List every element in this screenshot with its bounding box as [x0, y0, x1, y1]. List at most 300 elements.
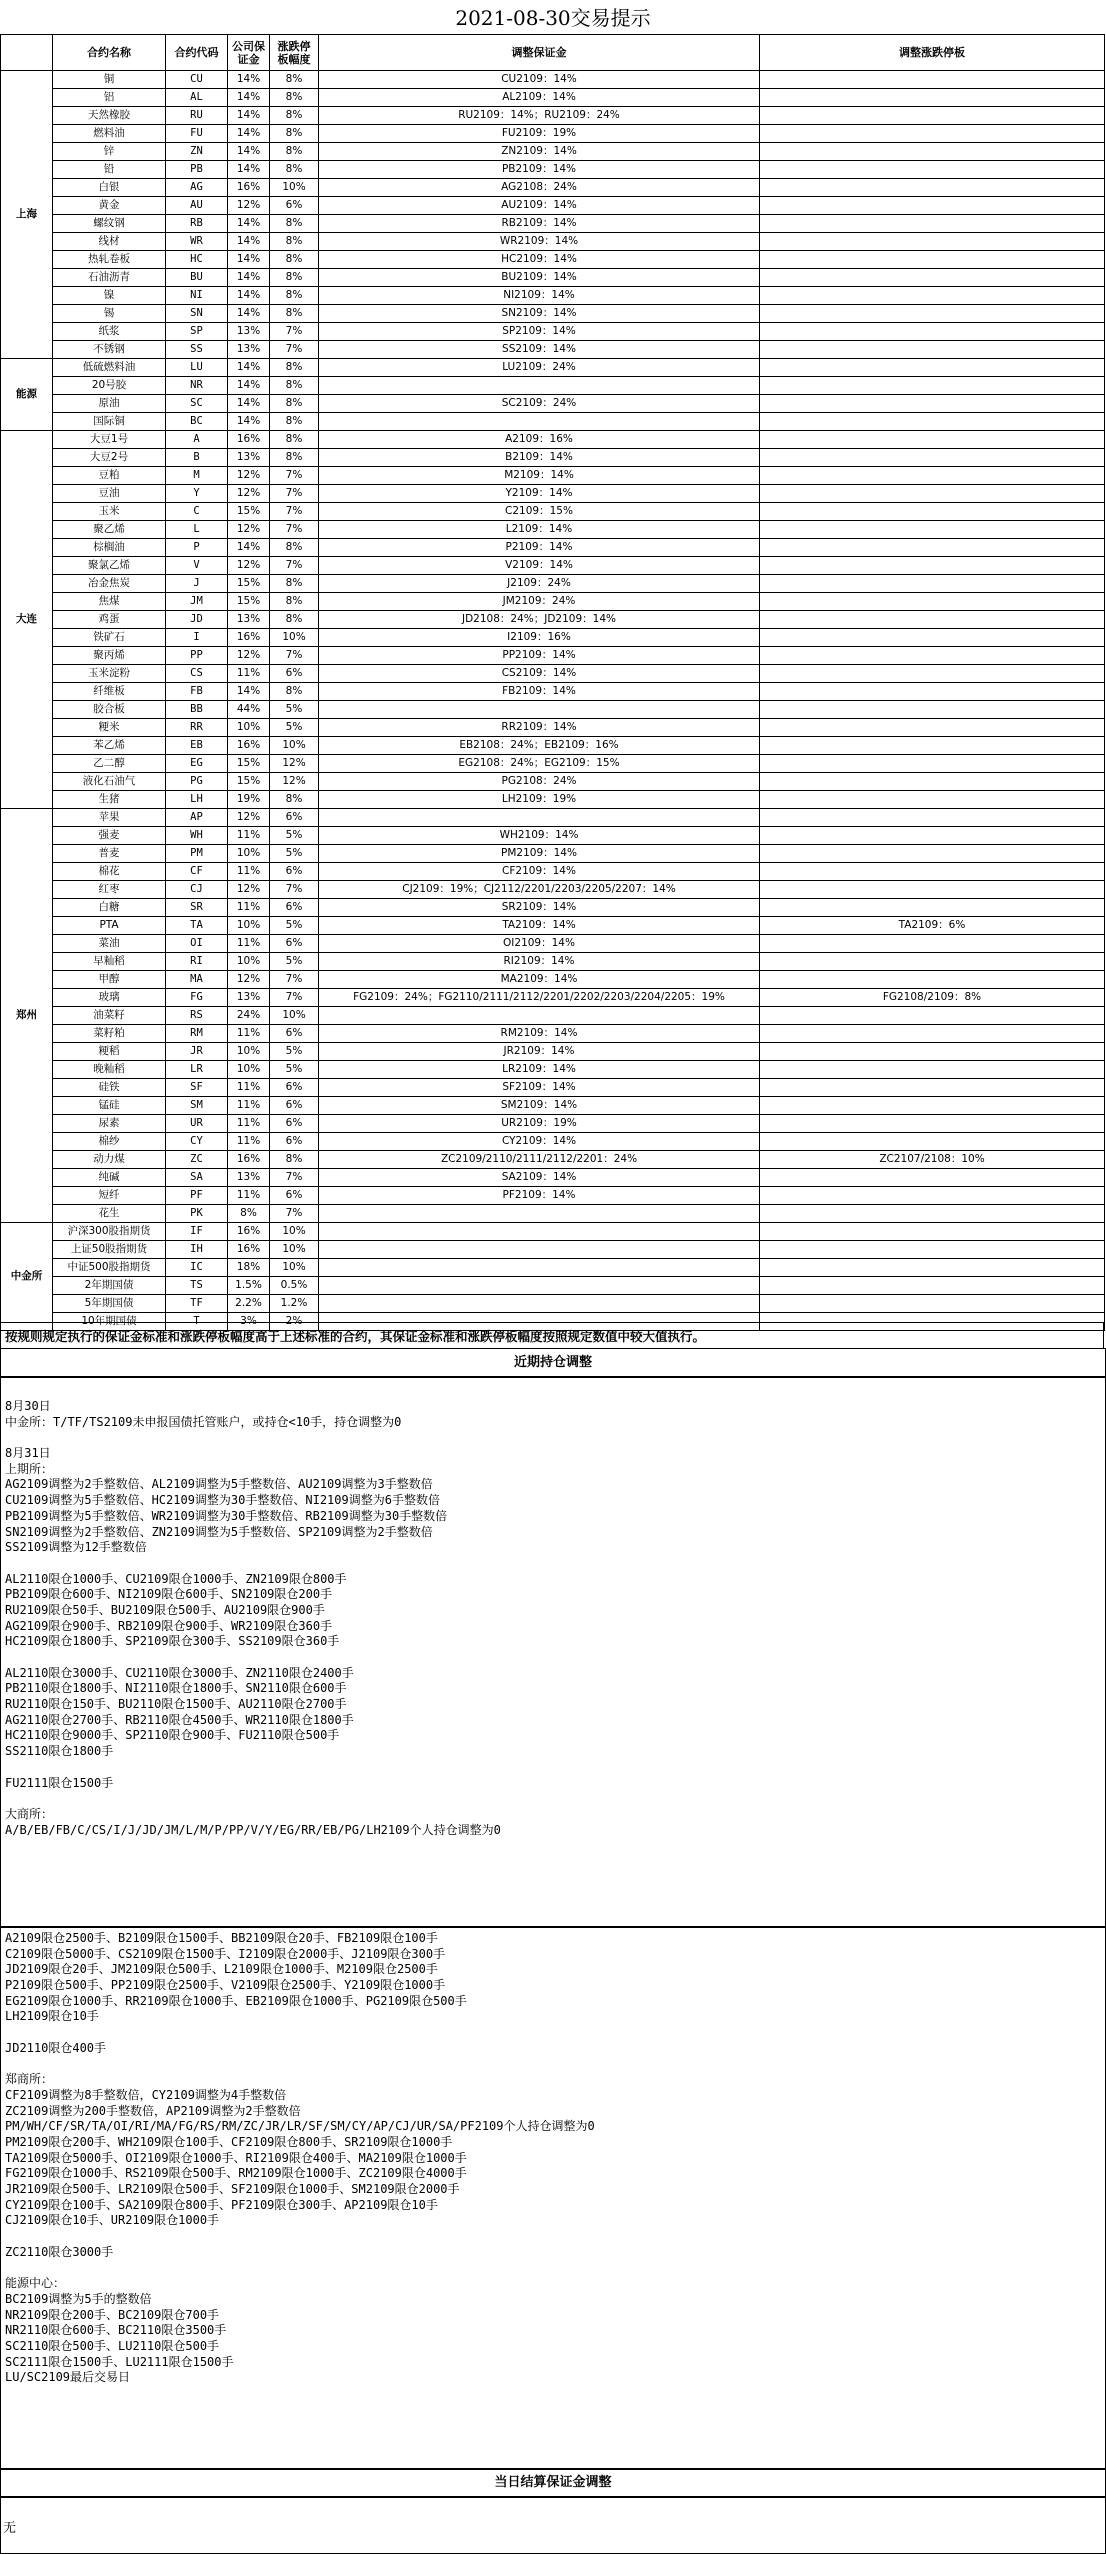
table-row	[1, 143, 1105, 161]
limit-range-cell: 8%	[270, 161, 319, 179]
adjusted-limit-cell	[760, 485, 1105, 503]
limit-range-cell: 8%	[270, 305, 319, 323]
contract-code-cell: I	[166, 629, 228, 647]
table-row	[1, 1241, 1105, 1259]
table-row	[1, 1043, 1105, 1061]
adjusted-limit-cell	[760, 683, 1105, 701]
table-row	[1, 413, 1105, 431]
contract-name-cell: 纯碱	[53, 1169, 166, 1187]
contract-name-cell: 硅铁	[53, 1079, 166, 1097]
adjusted-limit-cell	[760, 89, 1105, 107]
company-margin-cell: 13%	[228, 449, 270, 467]
adjusted-limit-cell	[760, 737, 1105, 755]
adjusted-limit-cell	[760, 233, 1105, 251]
adjusted-margin-cell: FU2109：19%	[319, 125, 760, 143]
adjusted-margin-cell: Y2109：14%	[319, 485, 760, 503]
position-lines-1	[5, 1399, 501, 1838]
contract-name-cell: 镍	[53, 287, 166, 305]
contract-code-cell: AP	[166, 809, 228, 827]
company-margin-cell: 14%	[228, 377, 270, 395]
contract-code-cell: CJ	[166, 881, 228, 899]
position-line: 大商所：	[5, 1806, 54, 1821]
contract-name-cell: 10年期国债	[53, 1313, 166, 1331]
adjusted-limit-cell	[760, 1079, 1105, 1097]
company-margin-cell: 11%	[228, 899, 270, 917]
adjusted-margin-cell: CJ2109：19%；CJ2112/2201/2203/2205/2207：14%	[319, 881, 760, 899]
contract-code-cell: PK	[166, 1205, 228, 1223]
adjusted-limit-cell	[760, 467, 1105, 485]
position-line: 上期所：	[5, 1461, 54, 1476]
contract-code-cell: M	[166, 467, 228, 485]
limit-range-cell: 8%	[270, 125, 319, 143]
company-margin-cell: 3%	[228, 1313, 270, 1331]
limit-range-cell: 8%	[270, 143, 319, 161]
contract-code-cell: AG	[166, 179, 228, 197]
contract-name-cell: 石油沥青	[53, 269, 166, 287]
contract-name-cell: 白糖	[53, 899, 166, 917]
contract-code-cell: RR	[166, 719, 228, 737]
adjusted-limit-cell	[760, 125, 1105, 143]
limit-range-cell: 6%	[270, 197, 319, 215]
contract-name-cell: 乙二醇	[53, 755, 166, 773]
position-line: A/B/EB/FB/C/CS/I/J/JD/JM/L/M/P/PP/V/Y/EG/RR/EB/PG/LH2109个人持仓调整为0	[5, 1822, 501, 1837]
position-line: LH2109限仓10手	[5, 2009, 99, 2024]
company-margin-cell: 11%	[228, 935, 270, 953]
table-row	[1, 71, 1105, 89]
adjusted-margin-cell: UR2109：19%	[319, 1115, 760, 1133]
adjusted-margin-cell: RB2109：14%	[319, 215, 760, 233]
company-margin-cell: 11%	[228, 1133, 270, 1151]
adjusted-limit-cell	[760, 323, 1105, 341]
exchange-label: 大连	[1, 431, 53, 809]
table-row	[1, 395, 1105, 413]
contract-name-cell: 铅	[53, 161, 166, 179]
company-margin-cell: 12%	[228, 557, 270, 575]
limit-range-cell: 7%	[270, 1205, 319, 1223]
limit-range-cell: 8%	[270, 89, 319, 107]
company-margin-cell: 10%	[228, 953, 270, 971]
company-margin-cell: 13%	[228, 989, 270, 1007]
adjusted-margin-cell: FG2109：24%；FG2110/2111/2112/2201/2202/2203/2204/2205：19%	[319, 989, 760, 1007]
adjusted-limit-cell	[760, 1223, 1105, 1241]
position-line: EG2109限仓1000手、RR2109限仓1000手、EB2109限仓1000手、PG2109限仓500手	[5, 1993, 467, 2008]
position-line: CJ2109限仓10手、UR2109限仓1000手	[5, 2213, 220, 2228]
contract-name-cell: 豆粕	[53, 467, 166, 485]
limit-range-cell: 10%	[270, 1259, 319, 1277]
table-row	[1, 917, 1105, 935]
company-margin-cell: 12%	[228, 809, 270, 827]
contract-code-cell: A	[166, 431, 228, 449]
adjusted-margin-cell: M2109：14%	[319, 467, 760, 485]
adjusted-margin-cell: BU2109：14%	[319, 269, 760, 287]
contract-code-cell: EB	[166, 737, 228, 755]
limit-range-cell: 5%	[270, 701, 319, 719]
contract-code-cell: CS	[166, 665, 228, 683]
adjusted-limit-cell	[760, 1205, 1105, 1223]
table-row	[1, 305, 1105, 323]
contract-name-cell: 20号胶	[53, 377, 166, 395]
contract-code-cell: PF	[166, 1187, 228, 1205]
company-margin-cell: 14%	[228, 251, 270, 269]
contract-code-cell: T	[166, 1313, 228, 1331]
exchange-label: 上海	[1, 71, 53, 359]
contract-name-cell: 棉花	[53, 863, 166, 881]
table-row	[1, 683, 1105, 701]
table-row	[1, 1187, 1105, 1205]
company-margin-cell: 14%	[228, 161, 270, 179]
contract-name-cell: 苯乙烯	[53, 737, 166, 755]
contract-name-cell: 大豆2号	[53, 449, 166, 467]
limit-range-cell: 5%	[270, 827, 319, 845]
limit-range-cell: 8%	[270, 107, 319, 125]
contract-code-cell: L	[166, 521, 228, 539]
limit-range-cell: 0.5%	[270, 1277, 319, 1295]
limit-range-cell: 5%	[270, 917, 319, 935]
contract-name-cell: 国际铜	[53, 413, 166, 431]
contract-name-cell: 5年期国债	[53, 1295, 166, 1313]
limit-range-cell: 7%	[270, 647, 319, 665]
table-row	[1, 773, 1105, 791]
position-line: PM/WH/CF/SR/TA/OI/RI/MA/FG/RS/RM/ZC/JR/LR/SF/SM/CY/AP/CJ/UR/SA/PF2109个人持仓调整为0	[5, 2119, 595, 2134]
table-row	[1, 719, 1105, 737]
table-row	[1, 557, 1105, 575]
contract-name-cell: 油菜籽	[53, 1007, 166, 1025]
company-margin-cell: 11%	[228, 1187, 270, 1205]
position-line: SC2110限仓500手、LU2110限仓500手	[5, 2338, 220, 2353]
company-margin-cell: 14%	[228, 359, 270, 377]
adjusted-limit-cell	[760, 557, 1105, 575]
adjusted-limit-cell	[760, 251, 1105, 269]
adjusted-margin-cell: PG2108：24%	[319, 773, 760, 791]
adjusted-limit-cell	[760, 647, 1105, 665]
adjusted-margin-cell: WH2109：14%	[319, 827, 760, 845]
adjusted-margin-cell: OI2109：14%	[319, 935, 760, 953]
position-line: CY2109限仓100手、SA2109限仓800手、PF2109限仓300手、AP2109限仓10手	[5, 2197, 438, 2212]
limit-range-cell: 5%	[270, 845, 319, 863]
adjusted-margin-cell	[319, 1259, 760, 1277]
company-margin-cell: 14%	[228, 395, 270, 413]
contract-code-cell: AL	[166, 89, 228, 107]
position-line	[5, 1791, 501, 1807]
position-line: SN2109调整为2手整数倍、ZN2109调整为5手整数倍、SP2109调整为2手整数倍	[5, 1524, 433, 1539]
company-margin-cell: 11%	[228, 665, 270, 683]
company-margin-cell: 13%	[228, 341, 270, 359]
contract-code-cell: SC	[166, 395, 228, 413]
table-row	[1, 1115, 1105, 1133]
company-margin-cell: 10%	[228, 1043, 270, 1061]
adjusted-margin-cell	[319, 377, 760, 395]
contract-code-cell: LR	[166, 1061, 228, 1079]
company-margin-cell: 16%	[228, 1241, 270, 1259]
position-line: BC2109调整为5手的整数倍	[5, 2291, 152, 2306]
limit-range-cell: 8%	[270, 395, 319, 413]
limit-range-cell: 6%	[270, 1133, 319, 1151]
header-limit-range: 涨跌停板幅度	[270, 35, 319, 71]
contract-code-cell: WH	[166, 827, 228, 845]
adjusted-margin-cell: HC2109：14%	[319, 251, 760, 269]
limit-range-cell: 5%	[270, 1061, 319, 1079]
company-margin-cell: 19%	[228, 791, 270, 809]
adjusted-limit-cell	[760, 287, 1105, 305]
limit-range-cell: 8%	[270, 377, 319, 395]
adjusted-limit-cell	[760, 755, 1105, 773]
contract-code-cell: SR	[166, 899, 228, 917]
position-line	[5, 1760, 501, 1776]
table-row	[1, 881, 1105, 899]
adjusted-limit-cell	[760, 1043, 1105, 1061]
adjusted-limit-cell	[760, 809, 1105, 827]
table-row	[1, 179, 1105, 197]
limit-range-cell: 5%	[270, 953, 319, 971]
company-margin-cell: 13%	[228, 323, 270, 341]
company-margin-cell: 24%	[228, 1007, 270, 1025]
table-row	[1, 809, 1105, 827]
adjusted-limit-cell	[760, 1097, 1105, 1115]
adjusted-limit-cell	[760, 953, 1105, 971]
limit-range-cell: 8%	[270, 413, 319, 431]
adjusted-limit-cell	[760, 413, 1105, 431]
adjusted-margin-cell	[319, 809, 760, 827]
limit-range-cell: 10%	[270, 1223, 319, 1241]
header-company-margin: 公司保证金	[228, 35, 270, 71]
company-margin-cell: 15%	[228, 593, 270, 611]
page-title: 2021-08-30交易提示	[455, 6, 651, 30]
contract-name-cell: 普麦	[53, 845, 166, 863]
adjusted-margin-cell: LR2109：14%	[319, 1061, 760, 1079]
company-margin-cell: 15%	[228, 575, 270, 593]
adjusted-limit-cell	[760, 827, 1105, 845]
contract-code-cell: PB	[166, 161, 228, 179]
adjusted-margin-cell: JM2109：24%	[319, 593, 760, 611]
position-line: AG2109限仓900手、RB2109限仓900手、WR2109限仓360手	[5, 1618, 333, 1633]
table-row	[1, 1223, 1105, 1241]
adjusted-limit-cell	[760, 377, 1105, 395]
position-line: PM2109限仓200手、WH2109限仓100手、CF2109限仓800手、SR2109限仓1000手	[5, 2134, 453, 2149]
company-margin-cell: 11%	[228, 1079, 270, 1097]
contract-code-cell: B	[166, 449, 228, 467]
adjusted-limit-cell	[760, 1295, 1105, 1313]
contract-code-cell: J	[166, 575, 228, 593]
table-row	[1, 467, 1105, 485]
contract-code-cell: CU	[166, 71, 228, 89]
contract-name-cell: 聚氯乙烯	[53, 557, 166, 575]
adjusted-margin-cell: L2109：14%	[319, 521, 760, 539]
table-row	[1, 593, 1105, 611]
table-row	[1, 575, 1105, 593]
table-row	[1, 287, 1105, 305]
company-margin-cell: 8%	[228, 1205, 270, 1223]
contract-code-cell: V	[166, 557, 228, 575]
company-margin-cell: 14%	[228, 125, 270, 143]
table-row	[1, 377, 1105, 395]
company-margin-cell: 14%	[228, 107, 270, 125]
contract-code-cell: SA	[166, 1169, 228, 1187]
contract-name-cell: 粳米	[53, 719, 166, 737]
position-line: AL2110限仓1000手、CU2109限仓1000手、ZN2109限仓800手	[5, 1571, 347, 1586]
contract-code-cell: RM	[166, 1025, 228, 1043]
contract-name-cell: 聚乙烯	[53, 521, 166, 539]
limit-range-cell: 1.2%	[270, 1295, 319, 1313]
contract-name-cell: 棕榈油	[53, 539, 166, 557]
table-row	[1, 107, 1105, 125]
adjusted-margin-cell: LH2109：19%	[319, 791, 760, 809]
adjusted-margin-cell	[319, 413, 760, 431]
position-line: RU2110限仓150手、BU2110限仓1500手、AU2110限仓2700手	[5, 1697, 347, 1712]
margin-table	[0, 34, 1105, 1331]
limit-range-cell: 5%	[270, 719, 319, 737]
adjusted-limit-cell	[760, 1169, 1105, 1187]
contract-code-cell: MA	[166, 971, 228, 989]
company-margin-cell: 13%	[228, 611, 270, 629]
adjusted-margin-cell	[319, 1007, 760, 1025]
contract-code-cell: IF	[166, 1223, 228, 1241]
adjusted-margin-cell: WR2109：14%	[319, 233, 760, 251]
table-row	[1, 827, 1105, 845]
contract-code-cell: BC	[166, 413, 228, 431]
limit-range-cell: 6%	[270, 1025, 319, 1043]
position-line: P2109限仓500手、PP2109限仓2500手、V2109限仓2500手、Y2109限仓1000手	[5, 1978, 446, 1993]
company-margin-cell: 14%	[228, 89, 270, 107]
adjusted-limit-cell	[760, 791, 1105, 809]
header-adjusted-limit: 调整涨跌停板	[760, 35, 1105, 71]
position-line: JD2110限仓400手	[5, 2040, 107, 2055]
company-margin-cell: 11%	[228, 827, 270, 845]
table-row	[1, 323, 1105, 341]
table-row	[1, 521, 1105, 539]
limit-range-cell: 10%	[270, 737, 319, 755]
adjusted-limit-cell	[760, 143, 1105, 161]
adjusted-limit-cell	[760, 899, 1105, 917]
adjusted-limit-cell	[760, 1007, 1105, 1025]
limit-range-cell: 8%	[270, 449, 319, 467]
adjusted-limit-cell	[760, 1025, 1105, 1043]
contract-code-cell: RU	[166, 107, 228, 125]
table-row	[1, 341, 1105, 359]
adjusted-margin-cell: CY2109：14%	[319, 1133, 760, 1151]
limit-range-cell: 10%	[270, 1241, 319, 1259]
limit-range-cell: 6%	[270, 899, 319, 917]
limit-range-cell: 10%	[270, 629, 319, 647]
limit-range-cell: 8%	[270, 611, 319, 629]
contract-name-cell: 铜	[53, 71, 166, 89]
adjusted-margin-cell	[319, 1241, 760, 1259]
position-line	[5, 2057, 595, 2073]
contract-code-cell: AU	[166, 197, 228, 215]
adjusted-margin-cell: CS2109：14%	[319, 665, 760, 683]
contract-code-cell: NI	[166, 287, 228, 305]
adjusted-limit-cell	[760, 1277, 1105, 1295]
contract-name-cell: 不锈钢	[53, 341, 166, 359]
table-row	[1, 449, 1105, 467]
adjusted-limit-cell	[760, 719, 1105, 737]
company-margin-cell: 16%	[228, 629, 270, 647]
company-margin-cell: 16%	[228, 1151, 270, 1169]
position-line: RU2109限仓50手、BU2109限仓500手、AU2109限仓900手	[5, 1602, 325, 1617]
table-row	[1, 989, 1105, 1007]
table-row	[1, 899, 1105, 917]
position-line	[5, 1556, 501, 1572]
limit-range-cell: 5%	[270, 1043, 319, 1061]
limit-range-cell: 8%	[270, 359, 319, 377]
company-margin-cell: 14%	[228, 233, 270, 251]
settlement-block	[0, 2496, 1106, 2554]
contract-code-cell: PM	[166, 845, 228, 863]
adjusted-limit-cell	[760, 1115, 1105, 1133]
contract-code-cell: TS	[166, 1277, 228, 1295]
adjusted-margin-cell: A2109：16%	[319, 431, 760, 449]
company-margin-cell: 18%	[228, 1259, 270, 1277]
contract-code-cell: FG	[166, 989, 228, 1007]
adjusted-margin-cell: NI2109：14%	[319, 287, 760, 305]
adjusted-limit-cell	[760, 395, 1105, 413]
contract-code-cell: SF	[166, 1079, 228, 1097]
header-contract-code: 合约代码	[166, 35, 228, 71]
contract-name-cell: 燃料油	[53, 125, 166, 143]
company-margin-cell: 44%	[228, 701, 270, 719]
position-line	[5, 1650, 501, 1666]
contract-name-cell: 沪深300股指期货	[53, 1223, 166, 1241]
table-row	[1, 1079, 1105, 1097]
contract-name-cell: 热轧卷板	[53, 251, 166, 269]
adjusted-margin-cell: SR2109：14%	[319, 899, 760, 917]
adjusted-margin-cell: SP2109：14%	[319, 323, 760, 341]
adjusted-margin-cell: PM2109：14%	[319, 845, 760, 863]
settlement-heading: 当日结算保证金调整	[0, 2468, 1106, 2498]
limit-range-cell: 6%	[270, 665, 319, 683]
position-line	[5, 1430, 501, 1446]
contract-code-cell: WR	[166, 233, 228, 251]
position-line: CU2109调整为5手整数倍、HC2109调整为30手整数倍、NI2109调整为6手整数倍	[5, 1493, 440, 1508]
adjusted-limit-cell	[760, 1241, 1105, 1259]
adjusted-margin-cell: ZN2109：14%	[319, 143, 760, 161]
contract-code-cell: C	[166, 503, 228, 521]
table-row	[1, 737, 1105, 755]
contract-name-cell: 豆油	[53, 485, 166, 503]
adjusted-margin-cell: P2109：14%	[319, 539, 760, 557]
contract-name-cell: 铁矿石	[53, 629, 166, 647]
contract-code-cell: TA	[166, 917, 228, 935]
contract-code-cell: CF	[166, 863, 228, 881]
adjusted-limit-cell	[760, 611, 1105, 629]
contract-name-cell: 锌	[53, 143, 166, 161]
limit-range-cell: 12%	[270, 773, 319, 791]
limit-range-cell: 7%	[270, 1169, 319, 1187]
contract-name-cell: 甲醇	[53, 971, 166, 989]
adjusted-limit-cell	[760, 629, 1105, 647]
table-row	[1, 431, 1105, 449]
limit-range-cell: 8%	[270, 269, 319, 287]
limit-range-cell: 7%	[270, 467, 319, 485]
adjusted-margin-cell: PP2109：14%	[319, 647, 760, 665]
contract-name-cell: 尿素	[53, 1115, 166, 1133]
limit-range-cell: 6%	[270, 1115, 319, 1133]
position-line: FG2109限仓1000手、RS2109限仓500手、RM2109限仓1000手、ZC2109限仓4000手	[5, 2166, 467, 2181]
position-adjust-block-1	[0, 1376, 1106, 1928]
contract-code-cell: Y	[166, 485, 228, 503]
position-line: 郑商所：	[5, 2072, 54, 2087]
adjusted-margin-cell: RM2109：14%	[319, 1025, 760, 1043]
contract-name-cell: 聚丙烯	[53, 647, 166, 665]
limit-range-cell: 8%	[270, 539, 319, 557]
limit-range-cell: 8%	[270, 683, 319, 701]
table-row	[1, 359, 1105, 377]
adjusted-margin-cell: CF2109：14%	[319, 863, 760, 881]
company-margin-cell: 14%	[228, 413, 270, 431]
contract-name-cell: 苹果	[53, 809, 166, 827]
adjusted-margin-cell: RI2109：14%	[319, 953, 760, 971]
contract-name-cell: 上证50股指期货	[53, 1241, 166, 1259]
table-row	[1, 251, 1105, 269]
